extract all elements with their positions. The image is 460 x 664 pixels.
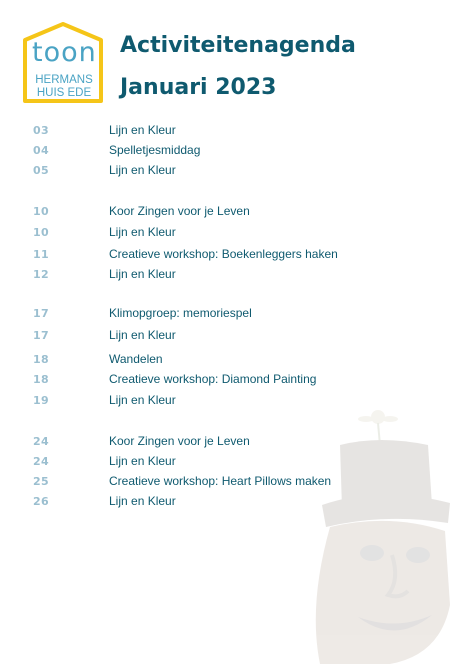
agenda-activity: Lijn en Kleur [109, 494, 176, 508]
agenda-activity: Koor Zingen voor je Leven [109, 204, 250, 218]
agenda-activity: Lijn en Kleur [109, 225, 176, 239]
logo-word: toon [32, 37, 97, 68]
agenda-date: 25 [33, 475, 49, 488]
page-subtitle: Januari 2023 [120, 75, 277, 100]
agenda-date: 24 [33, 455, 49, 468]
agenda-date: 12 [33, 268, 49, 281]
logo-line-1: HERMANS [35, 74, 93, 86]
agenda-activity: Lijn en Kleur [109, 163, 176, 177]
agenda-activity: Lijn en Kleur [109, 267, 176, 281]
logo-line-2: HUIS EDE [36, 87, 92, 99]
agenda-activity: Wandelen [109, 352, 163, 366]
agenda-activity: Lijn en Kleur [109, 454, 176, 468]
agenda-date: 05 [33, 164, 49, 177]
agenda-date: 10 [33, 205, 49, 218]
toon-hermans-huis-logo [22, 20, 104, 104]
agenda-date: 17 [33, 307, 49, 320]
agenda-date: 19 [33, 394, 49, 407]
agenda-activity: Creatieve workshop: Heart Pillows maken [109, 474, 332, 488]
agenda-activity: Lijn en Kleur [109, 393, 176, 407]
agenda-activity: Klimopgroep: memoriespel [109, 306, 252, 320]
agenda-date: 11 [33, 248, 49, 261]
agenda-date: 18 [33, 373, 49, 386]
agenda-date: 04 [33, 144, 49, 157]
agenda-activity: Creatieve workshop: Diamond Painting [109, 372, 317, 386]
agenda-date: 18 [33, 353, 49, 366]
toon-hermans-caricature-icon [300, 405, 460, 664]
agenda-date: 10 [33, 226, 49, 239]
agenda-activity: Creatieve workshop: Boekenleggers haken [109, 247, 338, 261]
agenda-date: 17 [33, 329, 49, 342]
agenda-date: 24 [33, 435, 49, 448]
agenda-date: 03 [33, 124, 49, 137]
agenda-activity: Spelletjesmiddag [109, 143, 201, 157]
page-title: Activiteitenagenda [120, 33, 356, 58]
agenda-date: 26 [33, 495, 49, 508]
agenda-activity: Lijn en Kleur [109, 328, 176, 342]
agenda-activity: Lijn en Kleur [109, 123, 176, 137]
agenda-activity: Koor Zingen voor je Leven [109, 434, 250, 448]
